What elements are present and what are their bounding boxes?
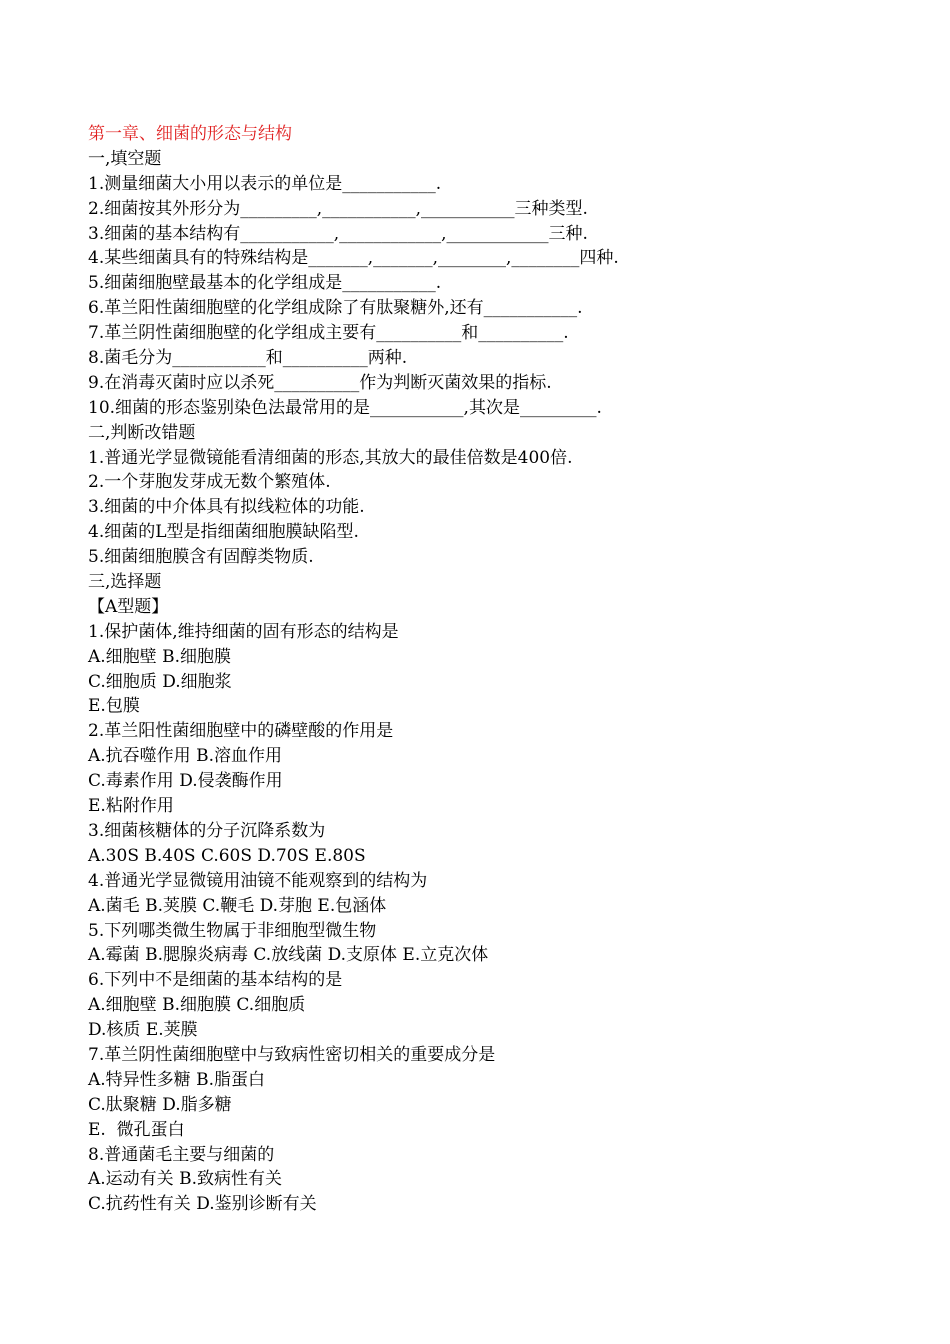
text-line: 8.菌毛分为___________和__________两种.: [88, 348, 408, 369]
text-line: 7.革兰阴性菌细胞壁中与致病性密切相关的重要成分是: [88, 1044, 496, 1065]
text-line: A.30S B.40S C.60S D.70S E.80S: [88, 845, 366, 866]
text-line: E. 微孔蛋白: [88, 1119, 185, 1140]
text-line: E.粘附作用: [88, 796, 174, 817]
text-line: 5.细菌细胞膜含有固醇类物质.: [88, 547, 314, 568]
document-body: [88, 147, 888, 1217]
text-line: 7.革兰阴性菌细胞壁的化学组成主要有__________和__________.: [88, 323, 569, 344]
text-line: C.细胞质 D.细胞浆: [88, 671, 232, 692]
text-line: 3.细菌的中介体具有拟线粒体的功能.: [88, 497, 365, 518]
text-line: 【A型题】: [88, 596, 169, 617]
text-line: 3.细菌的基本结构有___________,____________,____________三种.: [88, 223, 588, 244]
text-line: 4.细菌的L型是指细菌细胞膜缺陷型.: [88, 522, 359, 543]
text-line: A.霉菌 B.腮腺炎病毒 C.放线菌 D.支原体 E.立克次体: [88, 945, 489, 966]
text-line: C.抗药性有关 D.鉴别诊断有关: [88, 1194, 317, 1215]
text-line: E.包膜: [88, 696, 140, 717]
text-line: A.抗吞噬作用 B.溶血作用: [88, 746, 282, 767]
text-line: 5.细菌细胞壁最基本的化学组成是___________.: [88, 273, 442, 294]
text-line: 8.普通菌毛主要与细菌的: [88, 1144, 275, 1165]
text-line: A.菌毛 B.荚膜 C.鞭毛 D.芽胞 E.包涵体: [88, 895, 387, 916]
text-line: A.特异性多糖 B.脂蛋白: [88, 1069, 265, 1090]
text-line: C.肽聚糖 D.脂多糖: [88, 1094, 232, 1115]
text-line: A.细胞壁 B.细胞膜: [88, 646, 231, 667]
text-line: 9.在消毒灭菌时应以杀死__________作为判断灭菌效果的指标.: [88, 372, 552, 393]
text-line: 4.某些细菌具有的特殊结构是_______,_______,________,________四种.: [88, 248, 619, 269]
text-line: C.毒素作用 D.侵袭酶作用: [88, 771, 283, 792]
text-line: 1.保护菌体,维持细菌的固有形态的结构是: [88, 621, 399, 642]
text-line: 二,判断改错题: [88, 422, 196, 443]
text-line: D.核质 E.荚膜: [88, 1020, 198, 1041]
text-line: A.运动有关 B.致病性有关: [88, 1169, 282, 1190]
text-line: 3.细菌核糖体的分子沉降系数为: [88, 820, 326, 841]
text-line: 2.革兰阳性菌细胞壁中的磷壁酸的作用是: [88, 721, 394, 742]
text-line: 一,填空题: [88, 148, 162, 169]
text-line: 10.细菌的形态鉴别染色法最常用的是___________,其次是_________.: [88, 397, 602, 418]
text-line: 2.细菌按其外形分为_________,___________,___________三种类型.: [88, 198, 588, 219]
text-line: 4.普通光学显微镜用油镜不能观察到的结构为: [88, 870, 428, 891]
text-line: 5.下列哪类微生物属于非细胞型微生物: [88, 920, 377, 941]
text-line: 1.普通光学显微镜能看清细菌的形态,其放大的最佳倍数是400倍.: [88, 447, 573, 468]
text-line: 2.一个芽胞发芽成无数个繁殖体.: [88, 472, 331, 493]
chapter-title: 第一章、细菌的形态与结构: [88, 124, 292, 144]
text-line: 6.革兰阳性菌细胞壁的化学组成除了有肽聚糖外,还有___________.: [88, 298, 583, 319]
text-line: 6.下列中不是细菌的基本结构的是: [88, 970, 343, 991]
document-page: [88, 122, 888, 1217]
text-line: 1.测量细菌大小用以表示的单位是___________.: [88, 173, 442, 194]
text-line: A.细胞壁 B.细胞膜 C.细胞质: [88, 995, 306, 1016]
text-line: 三,选择题: [88, 572, 162, 593]
